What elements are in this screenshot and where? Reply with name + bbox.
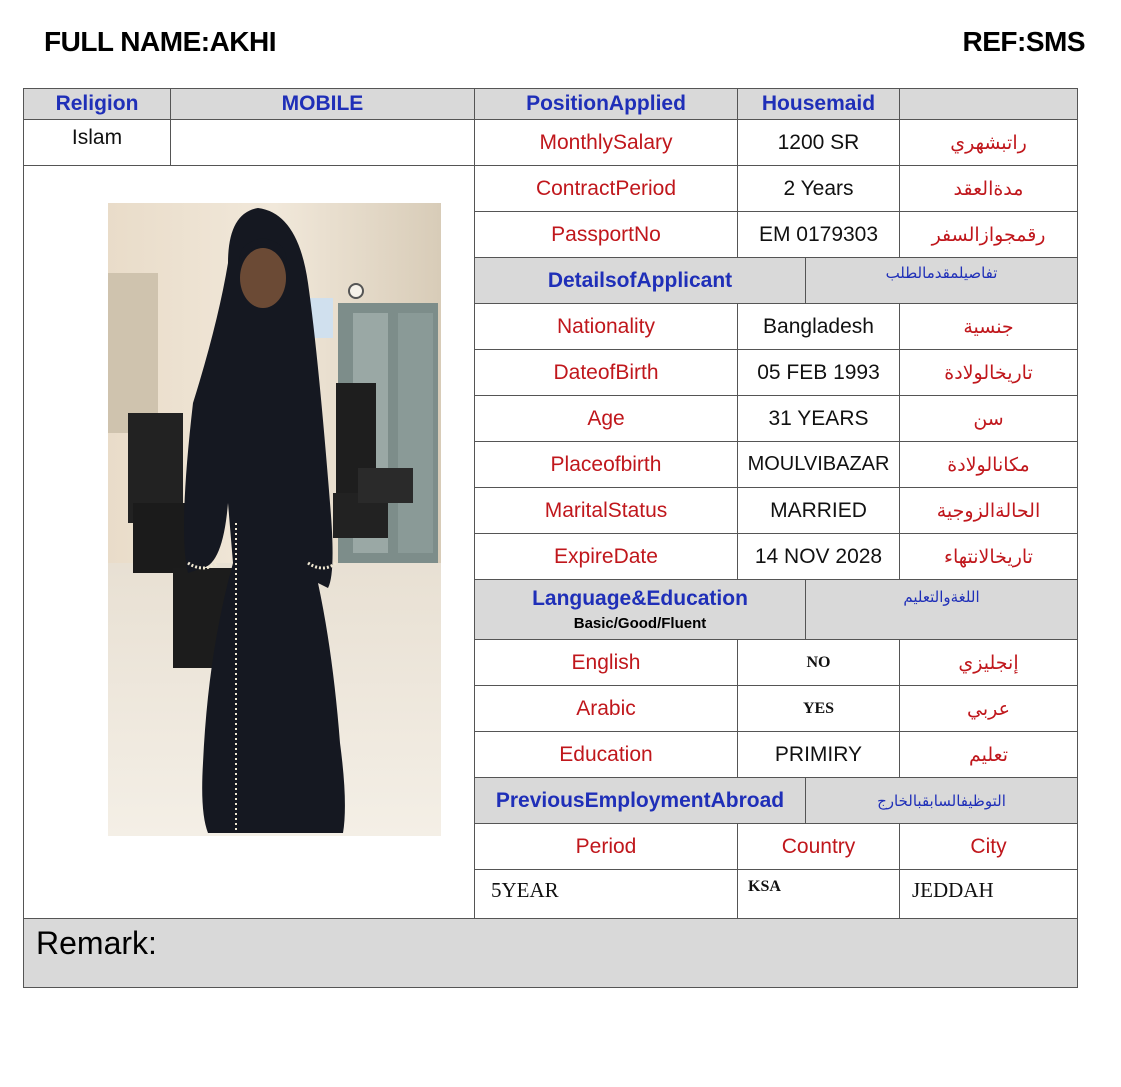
mobile-value <box>170 119 475 166</box>
marital-status-label: MaritalStatus <box>474 487 738 534</box>
age-value: 31 YEARS <box>737 395 900 442</box>
english-label: English <box>474 639 738 686</box>
date-of-birth-label: DateofBirth <box>474 349 738 396</box>
language-level-scale: Basic/Good/Fluent <box>573 615 707 632</box>
marital-status-arabic: الحالةالزوجية <box>899 487 1078 534</box>
place-of-birth-value: MOULVIBAZAR <box>737 441 900 488</box>
arabic-value: YES <box>737 685 900 732</box>
previous-employment-arabic: التوظيفالسابقبالخارج <box>805 777 1078 824</box>
employment-period-value: 5YEAR <box>474 869 738 919</box>
marital-status-value: MARRIED <box>737 487 900 534</box>
monthly-salary-label: MonthlySalary <box>474 119 738 166</box>
applicant-photo <box>108 203 441 836</box>
expire-date-label: ExpireDate <box>474 533 738 580</box>
reference-heading: REF:SMS <box>962 26 1085 57</box>
remark-field: Remark: <box>23 918 1078 988</box>
age-label: Age <box>474 395 738 442</box>
religion-value: Islam <box>23 119 171 166</box>
nationality-label: Nationality <box>474 303 738 350</box>
mobile-header: MOBILE <box>170 88 475 120</box>
language-education-title: Language&Education <box>532 587 748 610</box>
arabic-arabic: عربي <box>899 685 1078 732</box>
place-of-birth-label: Placeofbirth <box>474 441 738 488</box>
passport-no-arabic: رقمجوازالسفر <box>899 211 1078 258</box>
education-label: Education <box>474 731 738 778</box>
position-applied-header: PositionApplied <box>474 88 738 120</box>
monthly-salary-value: 1200 SR <box>737 119 900 166</box>
details-of-applicant-header: DetailsofApplicant <box>474 257 806 304</box>
language-education-arabic: اللغةوالتعليم <box>805 579 1078 640</box>
monthly-salary-arabic: راتبشهري <box>899 119 1078 166</box>
contract-period-label: ContractPeriod <box>474 165 738 212</box>
education-arabic: تعليم <box>899 731 1078 778</box>
details-of-applicant-arabic: تفاصيلمقدمالطلب <box>805 257 1078 304</box>
arabic-label: Arabic <box>474 685 738 732</box>
date-of-birth-value: 05 FEB 1993 <box>737 349 900 396</box>
passport-no-value: EM 0179303 <box>737 211 900 258</box>
expire-date-arabic: تاريخالانتهاء <box>899 533 1078 580</box>
place-of-birth-arabic: مكانالولادة <box>899 441 1078 488</box>
date-of-birth-arabic: تاريخالولادة <box>899 349 1078 396</box>
country-column-header: Country <box>737 823 900 870</box>
education-value: PRIMIRY <box>737 731 900 778</box>
english-value: NO <box>737 639 900 686</box>
period-column-header: Period <box>474 823 738 870</box>
passport-no-label: PassportNo <box>474 211 738 258</box>
position-applied-value: Housemaid <box>737 88 900 120</box>
employment-city-value: JEDDAH <box>899 869 1078 919</box>
english-arabic: إنجليزي <box>899 639 1078 686</box>
full-name-heading: FULL NAME:AKHI <box>44 26 277 57</box>
employment-country-value: KSA <box>737 869 900 919</box>
religion-header: Religion <box>23 88 171 120</box>
nationality-arabic: جنسية <box>899 303 1078 350</box>
age-arabic: سن <box>899 395 1078 442</box>
contract-period-value: 2 Years <box>737 165 900 212</box>
city-column-header: City <box>899 823 1078 870</box>
previous-employment-header: PreviousEmploymentAbroad <box>474 777 806 824</box>
nationality-value: Bangladesh <box>737 303 900 350</box>
expire-date-value: 14 NOV 2028 <box>737 533 900 580</box>
language-education-header <box>474 579 806 640</box>
empty-header-cell <box>899 88 1078 120</box>
contract-period-arabic: مدةالعقد <box>899 165 1078 212</box>
